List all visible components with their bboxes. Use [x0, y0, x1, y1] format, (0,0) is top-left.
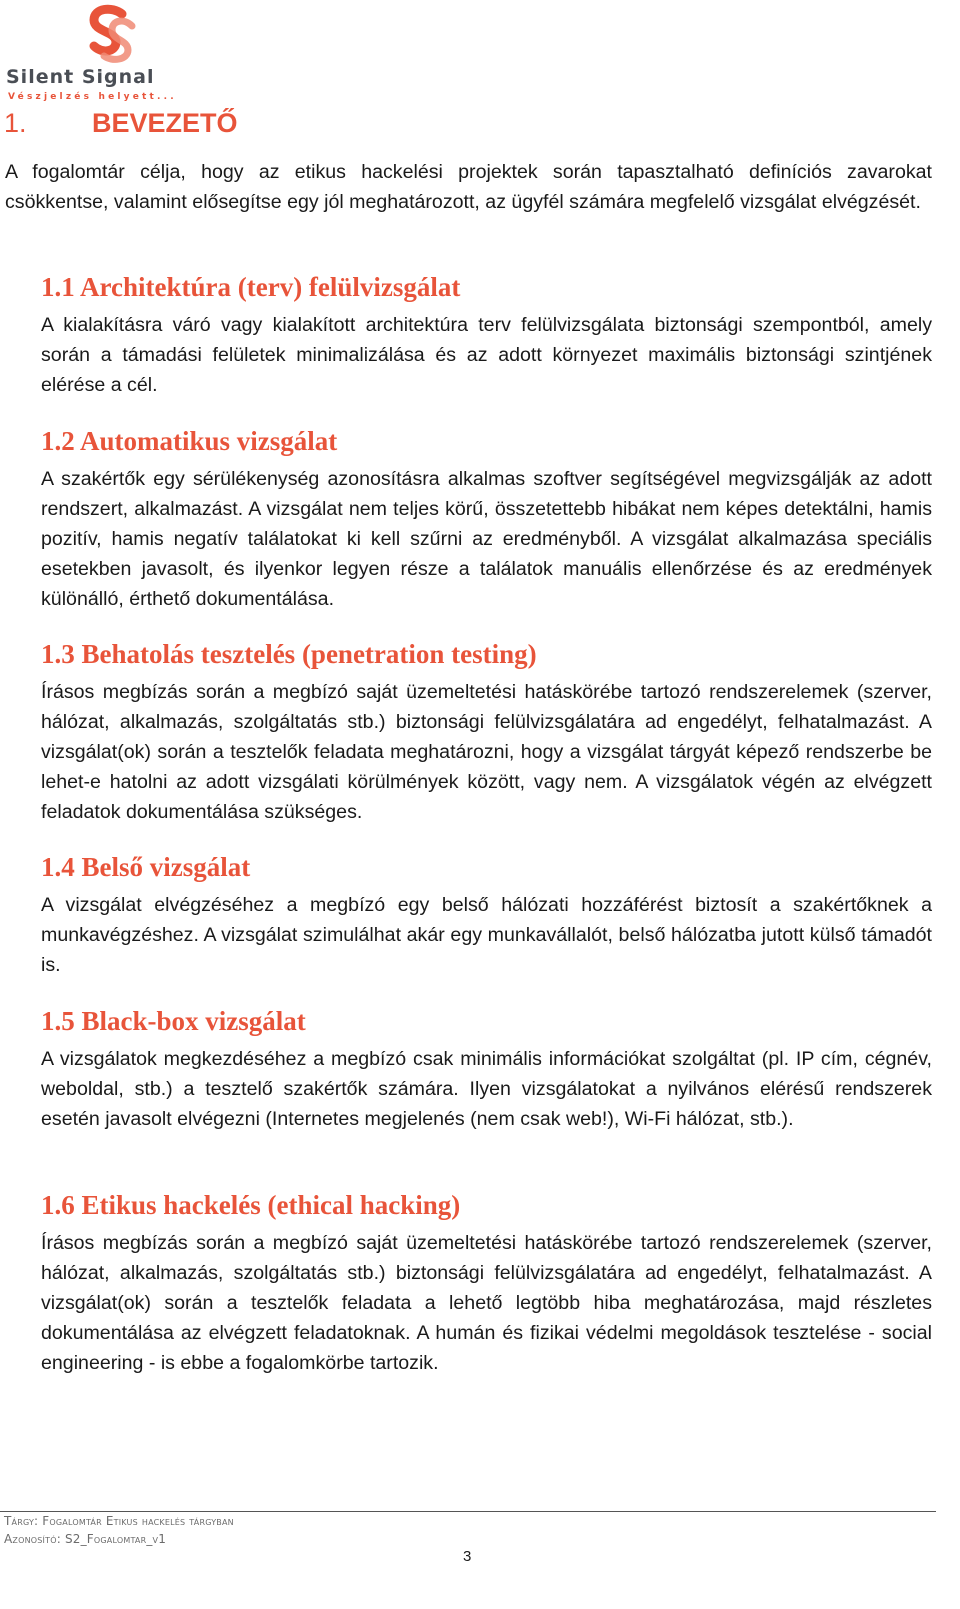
section-title: 1.6 Etikus hackelés (ethical hacking) — [41, 1190, 461, 1220]
section-automatic-scan — [41, 425, 932, 614]
silent-signal-logo-icon — [68, 4, 146, 66]
footer-subject: Tárgy: Fogalomtár Etikus hackelés tárgyban — [4, 1514, 234, 1528]
section-architecture-review — [41, 271, 932, 400]
chapter-heading — [4, 108, 238, 139]
footer-identifier: Azonosító: S2_Fogalomtar_v1 — [4, 1532, 167, 1546]
footer-divider — [0, 1511, 936, 1512]
section-title: 1.5 Black-box vizsgálat — [41, 1006, 306, 1036]
page-number: 3 — [463, 1548, 472, 1565]
intro-paragraph: A fogalomtár célja, hogy az etikus hackelési projektek során tapasztalható definíciós zavarokat csökkentse, valamint elősegítse egy jól meghatározott, az ügyfél számára megfelelő vizsgálat elvégzését. — [5, 161, 932, 213]
intro-paragraph-block — [5, 157, 932, 217]
section-title: 1.4 Belső vizsgálat — [41, 852, 251, 882]
section-text: A vizsgálat elvégzéséhez a megbízó egy belső hálózati hozzáférést biztosít a szakértőknek a munkavégzéshez. A vizsgálat szimulálhat akár egy munkavállalót, belső hálózatba jutott külső támadót is. — [41, 894, 932, 976]
section-black-box — [41, 1005, 932, 1134]
section-internal-test — [41, 851, 932, 980]
section-title: 1.1 Architektúra (terv) felülvizsgálat — [41, 272, 461, 302]
section-ethical-hacking — [41, 1189, 932, 1378]
section-text: A szakértők egy sérülékenység azonosításra alkalmas szoftver segítségével megvizsgálják az adott rendszert, alkalmazást. A vizsgálat nem teljes körű, összetettebb hibákat nem képes detektálni, hamis pozitív, hamis negatív találatokat ki kell szűrni az eredményből. A vizsgálat alkalmazása speciális esetekben javasolt, és ilyenkor legyen része a találatok manuális ellenőrzése és az eredmények különálló, érthető dokumentálása. — [41, 468, 932, 610]
brand-name: Silent Signal — [6, 66, 155, 88]
chapter-number: 1. — [4, 108, 27, 138]
section-text: Írásos megbízás során a megbízó saját üzemeltetési hatáskörébe tartozó rendszerelemek (szerver, hálózat, alkalmazás, szolgáltatás stb.) biztonsági felülvizsgálatára ad engedélyt, felhatalmazást. A vizsgálat(ok) során a tesztelők feladata a lehető legtöbb hiba meghatározása, majd részletes dokumentálása az elvégzett feladatoknak. A humán és fizikai védelmi megoldások tesztelése - social engineering - is ebbe a fogalomkörbe tartozik. — [41, 1232, 932, 1374]
section-text: Írásos megbízás során a megbízó saját üzemeltetési hatáskörébe tartozó rendszerelemek (szerver, hálózat, alkalmazás, szolgáltatás stb.) biztonsági felülvizsgálatára ad engedélyt, felhatalmazást. A vizsgálat(ok) során a tesztelők feladata meghatározni, hogy a vizsgálat tárgyát képező rendszerbe be lehet-e hatolni az adott vizsgálati körülmények között, vagy nem. A vizsgálatok végén az elvégzett feladatok dokumentálása szükséges. — [41, 681, 932, 823]
brand-tagline: Vészjelzés helyett... — [8, 92, 177, 102]
section-text: A kialakításra váró vagy kialakított architektúra terv felülvizsgálata biztonsági szempontból, amely során a támadási felületek minimalizálása és az adott környezet maximális biztonsági szintjének elérése a cél. — [41, 314, 932, 396]
chapter-title: BEVEZETŐ — [92, 108, 238, 138]
section-penetration-testing — [41, 638, 932, 827]
section-title: 1.2 Automatikus vizsgálat — [41, 426, 338, 456]
company-logo — [6, 4, 216, 104]
section-text: A vizsgálatok megkezdéséhez a megbízó csak minimális információkat szolgáltat (pl. IP cím, cégnév, weboldal, stb.) a tesztelő szakértők számára. Ilyen vizsgálatokat a nyilvános elérésű rendszerek esetén javasolt elvégezni (Internetes megjelenés (nem csak web!), Wi-Fi hálózat, stb.). — [41, 1048, 932, 1130]
section-title: 1.3 Behatolás tesztelés (penetration testing) — [41, 639, 537, 669]
